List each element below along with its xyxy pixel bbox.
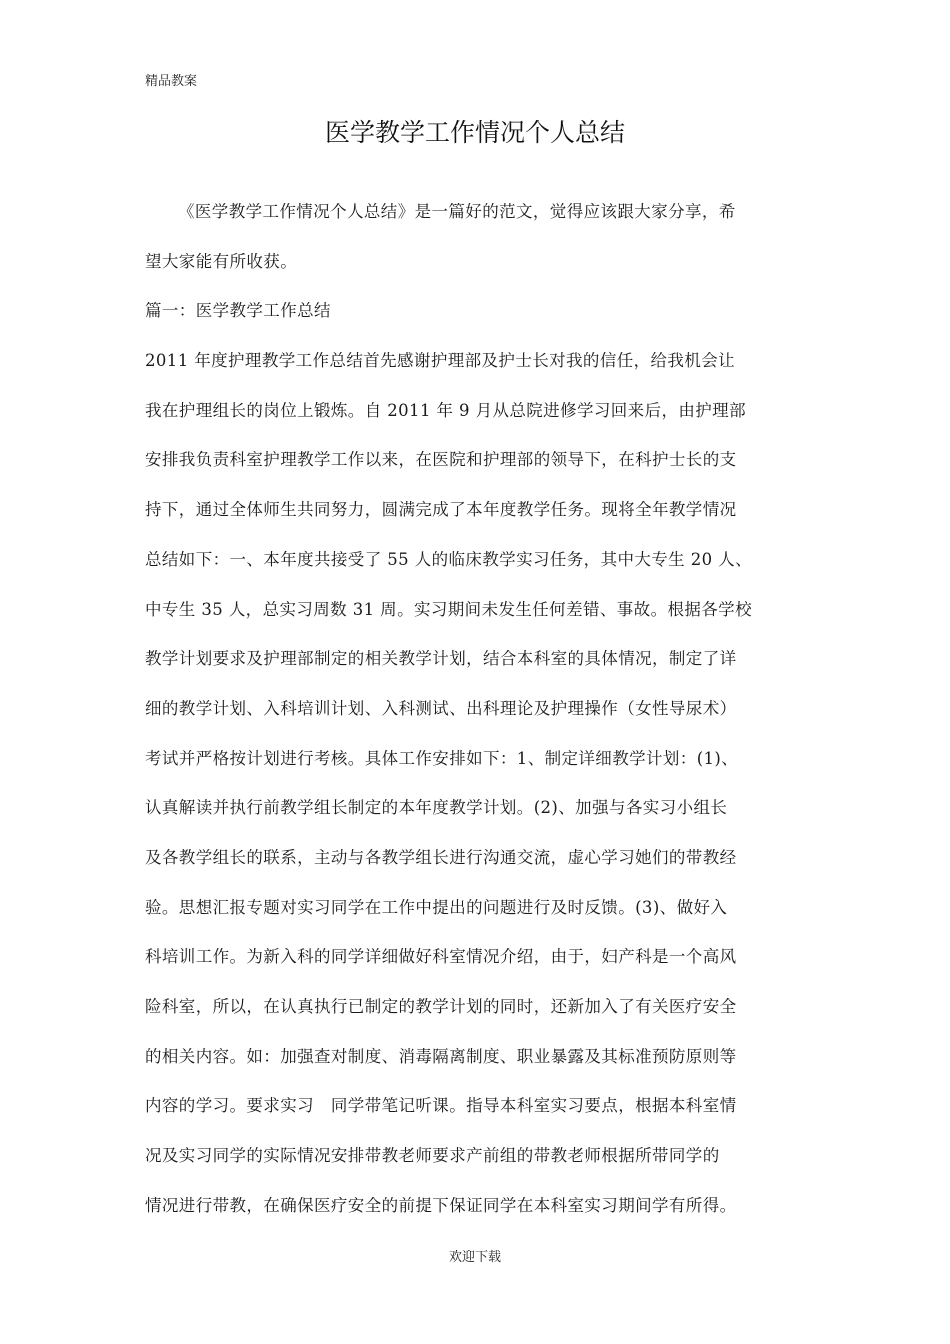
paragraph-line: 情况进行带教，在确保医疗安全的前提下保证同学在本科室实习期间学有所得。 bbox=[145, 1195, 737, 1215]
paragraph-line: 认真解读并执行前教学组长制定的本年度教学计划。(2)、加强与各实习小组长 bbox=[145, 798, 728, 818]
paragraph-line: 《医学教学工作情况个人总结》是一篇好的范文，觉得应该跟大家分享，希 bbox=[178, 202, 736, 221]
paragraph-line: 及各教学组长的联系，主动与各教学组长进行沟通交流，虚心学习她们的带教经 bbox=[145, 847, 737, 867]
paragraph-line: 的相关内容。如：加强查对制度、消毒隔离制度、职业暴露及其标准预防原则等 bbox=[145, 1046, 737, 1066]
paragraph-line: 望大家能有所收获。 bbox=[145, 251, 298, 271]
section-heading: 篇一：医学教学工作总结 bbox=[145, 301, 331, 321]
document-title: 医学教学工作情况个人总结 bbox=[324, 118, 625, 147]
paragraph-line: 考试并严格按计划进行考核。具体工作安排如下：1、制定详细教学计划：(1)、 bbox=[145, 748, 739, 768]
paragraph-line: 2011 年度护理教学工作总结首先感谢护理部及护士长对我的信任，给我机会让 bbox=[145, 351, 736, 371]
paragraph-line: 内容的学习。要求实习 同学带笔记听课。指导本科室实习要点，根据本科室情 bbox=[145, 1096, 737, 1116]
document-body bbox=[145, 194, 830, 1237]
paragraph-line: 安排我负责科室护理教学工作以来，在医院和护理部的领导下，在科护士长的支 bbox=[145, 450, 737, 470]
paragraph-line: 科培训工作。为新入科的同学详细做好科室情况介绍，由于，妇产科是一个高风 bbox=[145, 947, 737, 967]
header-label: 精品教案 bbox=[145, 74, 198, 89]
paragraph-line: 教学计划要求及护理部制定的相关教学计划，结合本科室的具体情况，制定了详 bbox=[145, 649, 737, 669]
paragraph-line: 总结如下：一、本年度共接受了 55 人的临床教学实习任务，其中大专生 20 人、 bbox=[145, 549, 752, 569]
paragraph-line: 验。思想汇报专题对实习同学在工作中提出的问题进行及时反馈。(3)、做好入 bbox=[145, 897, 728, 917]
paragraph-line: 况及实习同学的实际情况安排带教老师要求产前组的带教老师根据所带同学的 bbox=[145, 1146, 720, 1166]
paragraph-line: 我在护理组长的岗位上锻炼。自 2011 年 9 月从总院进修学习回来后，由护理部 bbox=[145, 400, 746, 420]
paragraph-line: 细的教学计划、入科培训计划、入科测试、出科理论及护理操作（女性导尿术） bbox=[145, 698, 737, 718]
paragraph-line: 持下，通过全体师生共同努力，圆满完成了本年度教学任务。现将全年教学情况 bbox=[145, 500, 737, 520]
paragraph-line: 中专生 35 人，总实习周数 31 周。实习期间未发生任何差错、事故。根据各学校 bbox=[145, 599, 752, 619]
footer-label: 欢迎下载 bbox=[448, 1250, 501, 1265]
paragraph-line: 险科室，所以，在认真执行已制定的教学计划的同时，还新加入了有关医疗安全 bbox=[145, 997, 737, 1016]
